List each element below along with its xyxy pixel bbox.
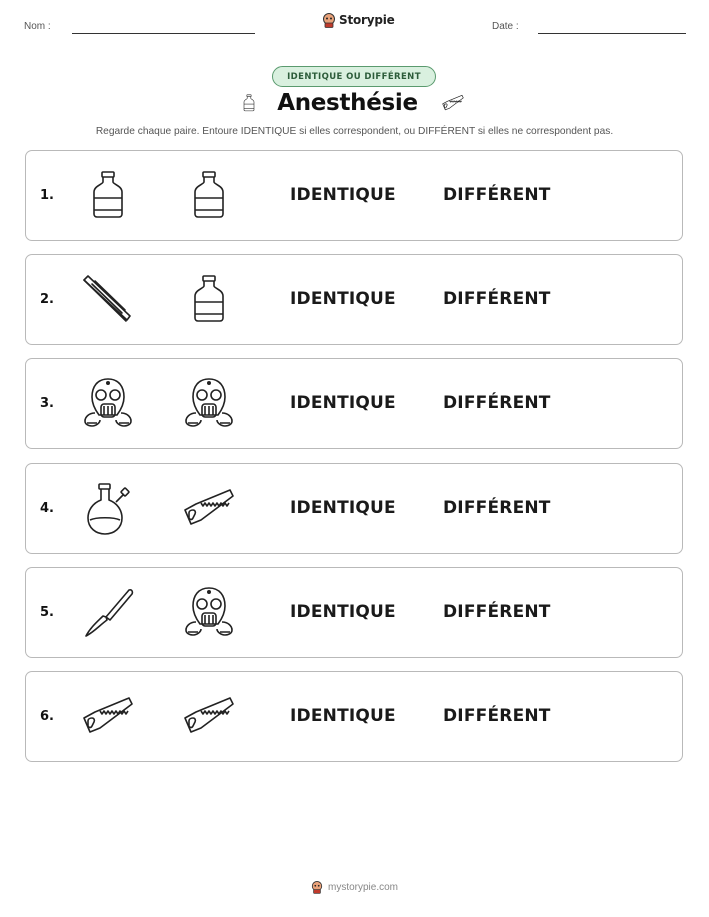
row-number: 4.: [40, 501, 54, 516]
exercise-row: [25, 150, 683, 241]
date-label: Date :: [492, 21, 519, 32]
option-identique[interactable]: IDENTIQUE: [290, 185, 396, 205]
name-label: Nom :: [24, 21, 51, 32]
bottle-icon: [181, 167, 237, 223]
exercise-row: [25, 463, 683, 554]
brand-name: Storypie: [339, 13, 395, 27]
row-number: 6.: [40, 709, 54, 724]
gas-mask-icon: [80, 375, 136, 431]
option-different[interactable]: DIFFÉRENT: [443, 602, 551, 622]
name-field[interactable]: [72, 33, 255, 34]
gas-mask-icon: [181, 584, 237, 640]
scalpel-icon: [80, 584, 136, 640]
worksheet-type-badge: IDENTIQUE OU DIFFÉRENT: [272, 66, 436, 87]
row-number: 2.: [40, 292, 54, 307]
row-number: 1.: [40, 188, 54, 203]
option-identique[interactable]: IDENTIQUE: [290, 498, 396, 518]
flask-icon: [80, 480, 136, 536]
saw-icon: [80, 688, 136, 744]
row-number: 5.: [40, 605, 54, 620]
footer-site: mystorypie.com: [327, 881, 398, 893]
exercise-row: [25, 254, 683, 345]
row-number: 3.: [40, 396, 54, 411]
option-different[interactable]: DIFFÉRENT: [443, 498, 551, 518]
footer: [0, 880, 709, 894]
exercise-row: [25, 671, 683, 762]
option-identique[interactable]: IDENTIQUE: [290, 706, 396, 726]
option-different[interactable]: DIFFÉRENT: [443, 393, 551, 413]
exercise-row: [25, 358, 683, 449]
saw-icon: [181, 688, 237, 744]
tweezers-icon: [80, 271, 136, 327]
option-identique[interactable]: IDENTIQUE: [290, 289, 396, 309]
option-identique[interactable]: IDENTIQUE: [290, 602, 396, 622]
brand-logo: [322, 12, 395, 28]
saw-icon: [181, 480, 237, 536]
saw-icon: [436, 91, 470, 115]
date-field[interactable]: [538, 33, 686, 34]
bottle-icon: [181, 271, 237, 327]
storypie-mascot-icon: [311, 880, 323, 894]
page-title: Anesthésie: [277, 90, 418, 116]
option-different[interactable]: DIFFÉRENT: [443, 185, 551, 205]
title-row: [0, 88, 709, 118]
option-different[interactable]: DIFFÉRENT: [443, 289, 551, 309]
option-identique[interactable]: IDENTIQUE: [290, 393, 396, 413]
instructions: Regarde chaque paire. Entoure IDENTIQUE si elles correspondent, ou DIFFÉRENT si elles ne correspondent pas.: [95, 126, 614, 137]
gas-mask-icon: [181, 375, 237, 431]
option-different[interactable]: DIFFÉRENT: [443, 706, 551, 726]
storypie-mascot-icon: [322, 12, 336, 28]
bottle-icon: [239, 88, 259, 118]
exercise-row: [25, 567, 683, 658]
bottle-icon: [80, 167, 136, 223]
